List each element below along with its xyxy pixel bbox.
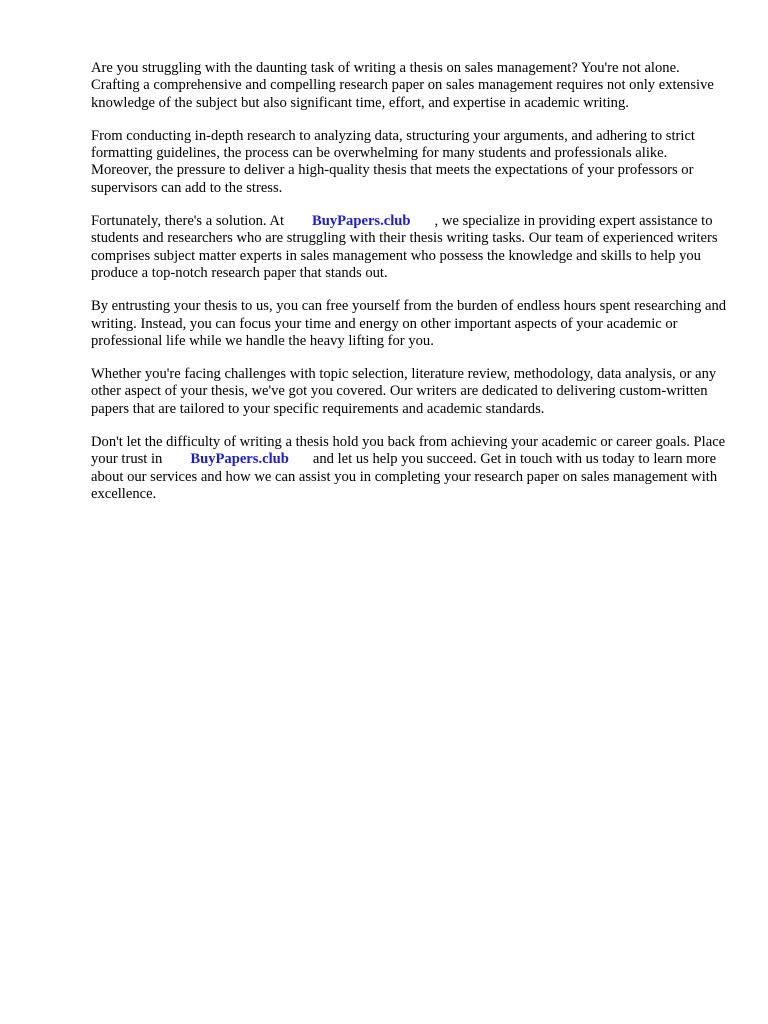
paragraph-solution-lead: Fortunately, there's a solution. At (91, 213, 284, 230)
paragraph-challenges: From conducting in-depth research to analyzing data, structuring your arguments, and adhering to strict formatting guidelines, the process can be overwhelming for many students and professionals alike. Moreover, the pressure to deliver a high-quality thesis that meets the expectations of your professors or supervisors can add to the stress. (91, 127, 695, 196)
paragraph-entrusting: By entrusting your thesis to us, you can free yourself from the burden of endless hours spent researching and writing. Instead, you can focus your time and energy on other important aspects of your academic or professional life while we handle the heavy lifting for you. (91, 298, 727, 349)
paragraph-closing-rest: and let us help you succeed. Get in touch with us today to learn more about our services and how we can assist you in completing your research paper on sales management with excellence. (91, 451, 718, 502)
paragraph-intro: Are you struggling with the daunting task of writing a thesis on sales management? You're not alone. Crafting a comprehensive and compelling research paper on sales management requires not only extensive knowledge of the subject but also significant time, effort, and expertise in academic writing. (91, 60, 714, 111)
paragraph-coverage: Whether you're facing challenges with topic selection, literature review, methodology, data analysis, or any other aspect of your thesis, we've got you covered. Our writers are dedicated to delivering custom-written papers that are tailored to your specific requirements and academic standards. (91, 366, 717, 417)
buypapers-link[interactable]: BuyPapers.club (312, 213, 411, 230)
paragraph-closing-lead: Don't let the difficulty of writing a thesis hold you back from achieving your academic or career goals. Place your trust in (91, 434, 726, 468)
document-body (91, 60, 731, 519)
paragraph-closing (91, 434, 731, 503)
paragraph-solution-rest: , we specialize in providing expert assistance to students and researchers who are struggling with their thesis writing tasks. Our team of experienced writers comprises subject matter experts in sales management who possess the knowledge and skills to help you produce a top-notch research paper that stands out. (91, 213, 718, 281)
buypapers-link-closing[interactable]: BuyPapers.club (190, 451, 289, 468)
paragraph-solution (91, 213, 731, 282)
